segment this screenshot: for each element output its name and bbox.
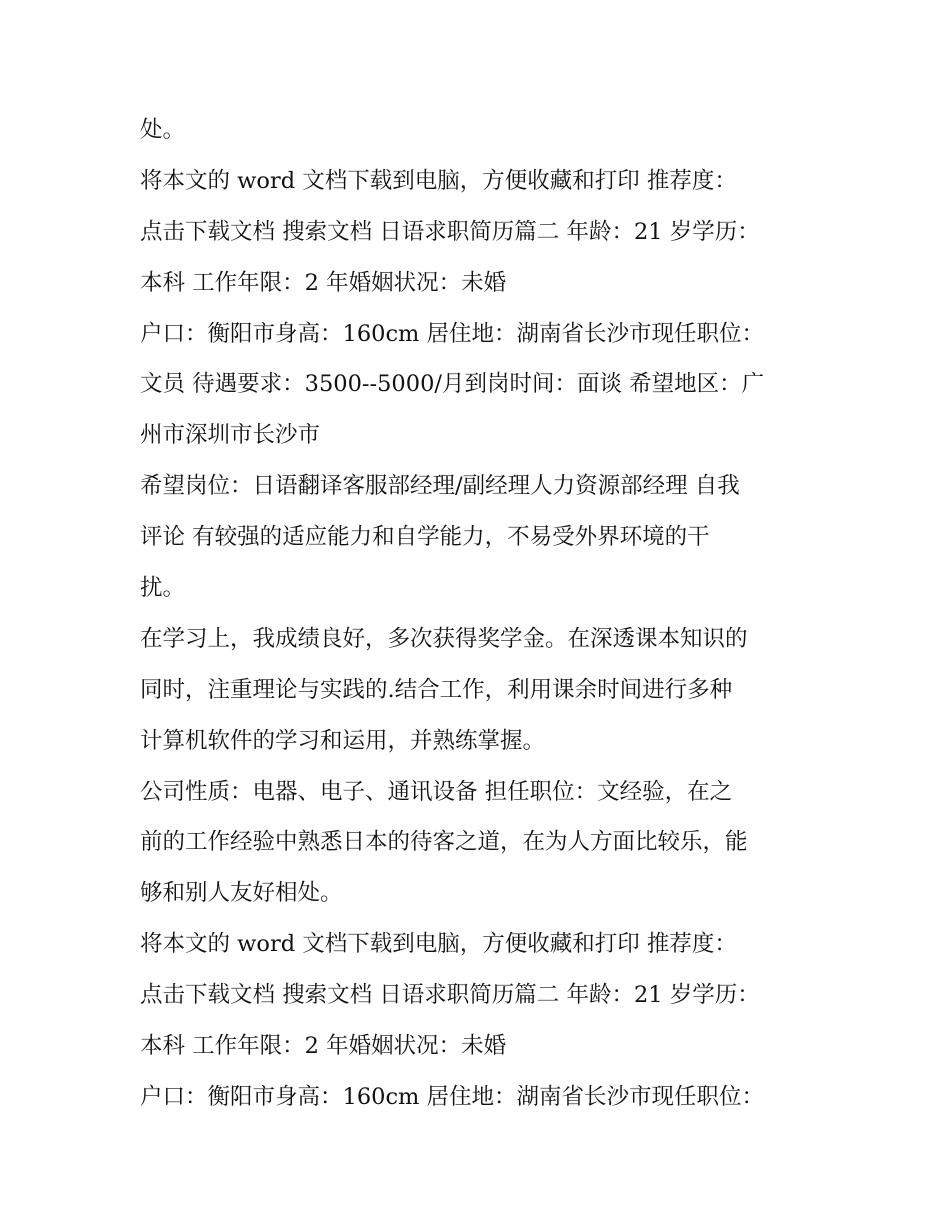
text-line: 州市深圳市长沙市 (140, 422, 321, 449)
text-line: 够和别人友好相处。 (140, 880, 343, 907)
text-line: 在学习上，我成绩良好，多次获得奖学金。在深透课本知识的 (140, 625, 748, 652)
document-body (140, 105, 830, 1123)
text-line: 户口：衡阳市身高：160cm 居住地：湖南省长沙市现任职位： (140, 320, 765, 347)
text-line: 前的工作经验中熟悉日本的待客之道，在为人方面比较乐，能 (140, 829, 748, 856)
text-line: 文员 待遇要求：3500--5000/月到岗时间：面谈 希望地区：广 (140, 371, 765, 398)
text-line: 同时，注重理论与实践的.结合工作，利用课余时间进行多种 (140, 676, 733, 703)
text-line: 户口：衡阳市身高：160cm 居住地：湖南省长沙市现任职位： (140, 1083, 765, 1110)
text-line: 本科 工作年限：2 年婚姻状况：未婚 (140, 1033, 507, 1060)
text-line: 本科 工作年限：2 年婚姻状况：未婚 (140, 269, 507, 296)
text-line: 点击下载文档 搜索文档 日语求职简历篇二 年龄：21 岁学历： (140, 218, 760, 245)
text-line: 将本文的 word 文档下载到电脑，方便收藏和打印 推荐度： (140, 167, 737, 194)
text-line: 处。 (140, 117, 186, 143)
text-line: 扰。 (140, 575, 186, 602)
text-line: 将本文的 word 文档下载到电脑，方便收藏和打印 推荐度： (140, 931, 737, 958)
text-line: 评论 有较强的适应能力和自学能力，不易受外界环境的干 (140, 524, 710, 551)
text-line: 点击下载文档 搜索文档 日语求职简历篇二 年龄：21 岁学历： (140, 982, 760, 1009)
text-line: 计算机软件的学习和运用，并熟练掌握。 (140, 727, 546, 754)
text-line: 希望岗位：日语翻译客服部经理/副经理人力资源部经理 自我 (140, 473, 740, 500)
text-line: 公司性质：电器、电子、通讯设备 担任职位：文经验，在之 (140, 778, 733, 805)
